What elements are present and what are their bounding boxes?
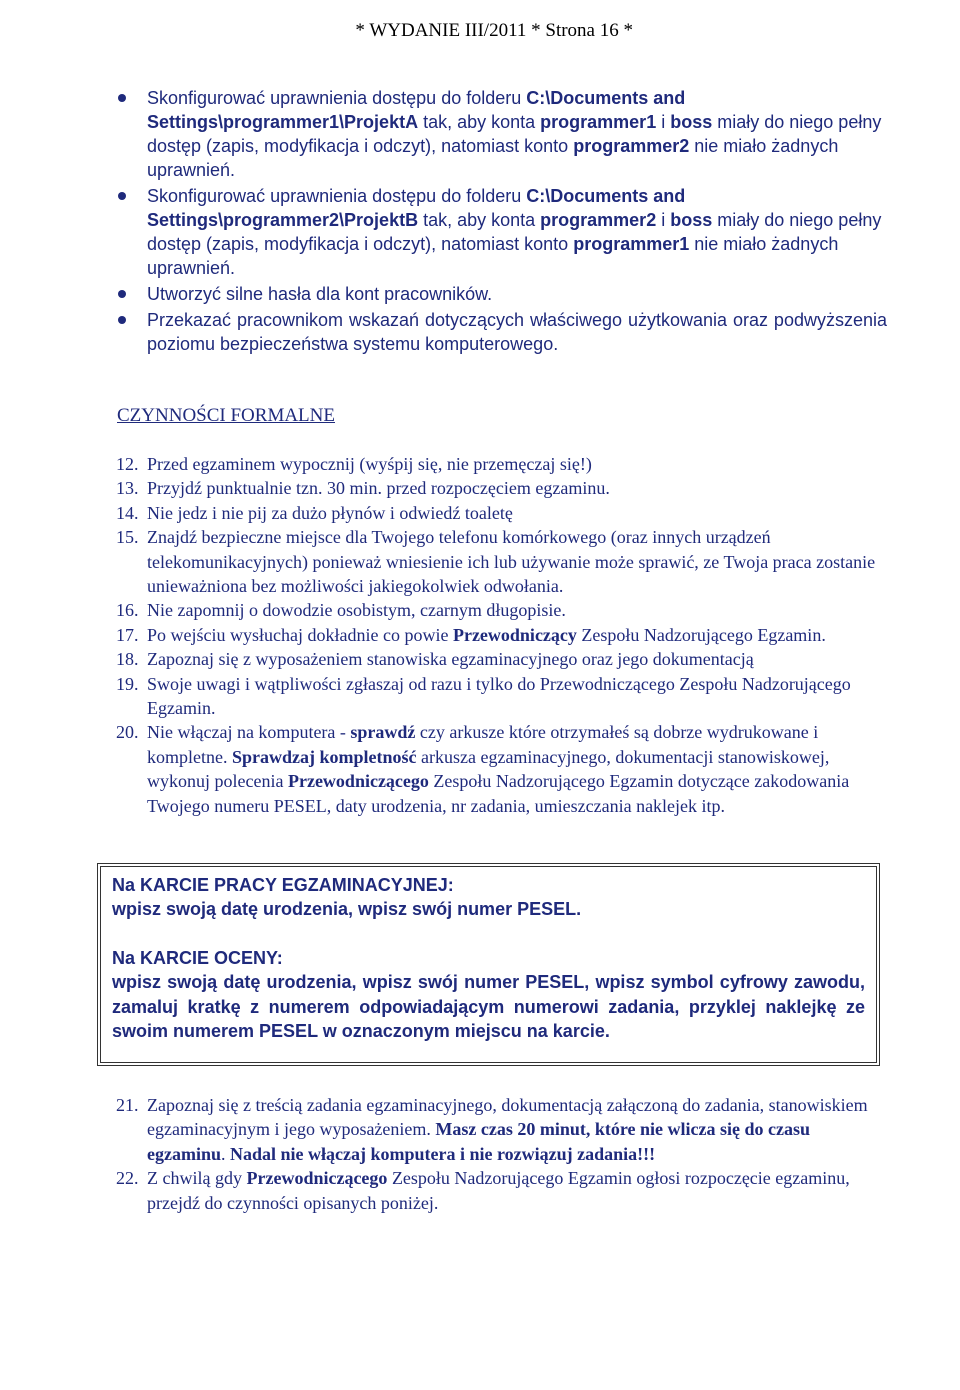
item-text: . <box>221 1143 230 1164</box>
numbered-item <box>116 525 882 598</box>
item-text: nie miało żadnych uprawnień. <box>147 234 839 278</box>
item-number: 21. <box>116 1095 139 1115</box>
item-text: i <box>656 210 671 230</box>
item-text: Nie zapomnij o dowodzie osobistym, czarnym długopisie. <box>147 600 566 621</box>
item-text: Utworzyć silne hasła dla kont pracowników. <box>147 284 493 304</box>
item-text: i <box>656 112 671 132</box>
numbered-item <box>116 720 882 818</box>
numbered-item <box>116 476 882 500</box>
item-number: 15. <box>116 527 139 548</box>
card2-text: wpisz swoją datę urodzenia, wpisz swój numer PESEL, wpisz symbol cyfrowy zawodu, zamaluj kratkę z numerem odpowiadającym numerowi zadania, przyklej naklejkę ze swoim numerem PESEL w oznaczonym miejscu na karcie. <box>112 972 865 1042</box>
formal-steps-list-continued <box>116 1093 872 1215</box>
item-text: Swoje uwagi i wątpliwości zgłaszaj od razu i tylko do Przewodniczącego Zespołu Nadzorującego Egzamin. <box>147 673 851 719</box>
item-text: Przed egzaminem wypocznij (wyśpij się, nie przemęczaj się!) <box>147 454 592 474</box>
bold-text: programmer1 <box>573 234 690 254</box>
numbered-item <box>116 623 882 647</box>
item-number: 22. <box>116 1168 139 1189</box>
item-text: miały do niego pełny dostęp (zapis, modyfikacja i odczyt), natomiast konto <box>147 210 882 254</box>
item-text: Nie włączaj na komputera - <box>147 722 351 743</box>
bold-text: C:\Documents and Settings\programmer2\ProjektB <box>147 186 686 230</box>
numbered-item <box>116 501 882 525</box>
item-text: Zespołu Nadzorującego Egzamin ogłosi rozpoczęcie egzaminu, przejdź do czynności opisanych poniżej. <box>147 1168 850 1213</box>
section-title: CZYNNOŚCI FORMALNE <box>117 405 335 426</box>
bold-text: programmer2 <box>573 136 690 156</box>
bold-text: boss <box>670 112 713 132</box>
bold-text: Nadal nie włączaj komputera i nie rozwiązuj zadania!!! <box>230 1143 656 1164</box>
bullet-item <box>147 86 887 182</box>
card2-title: Na KARCIE OCENY: <box>112 947 283 968</box>
item-number: 17. <box>116 624 139 645</box>
bold-text: sprawdź <box>350 722 416 743</box>
item-text: Po wejściu wysłuchaj dokładnie co powie <box>147 624 453 645</box>
item-text: Skonfigurować uprawnienia dostępu do folderu <box>147 88 527 108</box>
item-number: 13. <box>116 478 139 499</box>
bullet-item <box>147 282 887 306</box>
bullet-item <box>147 308 887 356</box>
card1-title: Na KARCIE PRACY EGZAMINACYJNEJ: <box>112 875 454 895</box>
bold-text: C:\Documents and Settings\programmer1\ProjektA <box>147 88 686 132</box>
card1-text: wpisz swoją datę urodzenia, wpisz swój numer PESEL. <box>112 899 582 920</box>
bold-text: programmer1 <box>540 112 657 132</box>
bold-text: Przewodniczący <box>452 624 577 645</box>
item-text: Przekazać pracownikom wskazań dotyczących właściwego użytkowania oraz podwyższenia poziomu bezpieczeństwa systemu komputerowego. <box>147 310 887 354</box>
item-number: 20. <box>116 722 139 743</box>
item-text: tak, aby konta <box>418 210 541 230</box>
numbered-item <box>116 647 882 671</box>
item-text: Zapoznaj się z wyposażeniem stanowiska egzaminacyjnego oraz jego dokumentacją <box>147 649 754 670</box>
requirements-bullet-list <box>147 86 887 356</box>
item-number: 18. <box>116 649 139 670</box>
bullet-item <box>147 184 887 280</box>
item-number: 12. <box>116 454 139 474</box>
page-header: * WYDANIE III/2011 * Strona 16 * <box>355 20 633 41</box>
numbered-item <box>116 452 882 476</box>
item-text: nie miało żadnych uprawnień. <box>147 136 839 180</box>
item-text: miały do niego pełny dostęp (zapis, modyfikacja i odczyt), natomiast konto <box>147 112 882 156</box>
numbered-item <box>116 672 882 721</box>
item-number: 14. <box>116 502 139 523</box>
item-text: Zespołu Nadzorującego Egzamin. <box>576 624 826 645</box>
numbered-item <box>116 598 882 622</box>
item-text: arkusza egzaminacyjnego, dokumentacji stanowiskowej, wykonuj polecenia <box>147 746 830 792</box>
item-text: Zespołu Nadzorującego Egzamin dotyczące zakodowania Twojego numeru PESEL, daty urodzenia, nr zadania, umieszczania naklejek itp. <box>147 771 850 816</box>
item-number: 19. <box>116 673 139 694</box>
bold-text: Przewodniczącego <box>287 771 429 792</box>
item-text: Znajdź bezpieczne miejsce dla Twojego telefonu komórkowego (oraz innych urządzeń telekomunikacyjnych) ponieważ wniesienie ich lub używanie może sprawić, ze Twoja praca zostanie unieważniona bez możliwości jakiegokolwiek odwołania. <box>147 527 876 597</box>
item-text: Przyjdź punktualnie tzn. 30 min. przed rozpoczęciem egzaminu. <box>147 478 610 499</box>
formal-steps-list <box>116 452 882 818</box>
spacer <box>112 922 865 946</box>
item-text: Nie jedz i nie pij za dużo płynów i odwiedź toaletę <box>147 502 513 523</box>
bold-text: boss <box>670 210 713 230</box>
item-number: 16. <box>116 600 139 621</box>
numbered-item <box>116 1093 872 1166</box>
item-text: Z chwilą gdy <box>147 1168 247 1189</box>
exam-card-info-box <box>97 863 880 1066</box>
item-text: Skonfigurować uprawnienia dostępu do folderu <box>147 186 527 206</box>
item-text: czy arkusze które otrzymałeś są dobrze wydrukowane i kompletne. <box>147 722 819 767</box>
bold-text: programmer2 <box>540 210 657 230</box>
bold-text: Masz czas 20 minut, które nie wlicza się do czasu egzaminu <box>147 1119 811 1164</box>
item-text: tak, aby konta <box>418 112 541 132</box>
bold-text: Sprawdzaj kompletność <box>231 746 417 767</box>
item-text: Zapoznaj się z treścią zadania egzaminacyjnego, dokumentacją załączoną do zadania, stanowiskiem egzaminacyjnym i jego wyposażeniem. <box>147 1095 868 1140</box>
bold-text: Przewodniczącego <box>246 1168 388 1189</box>
numbered-item <box>116 1166 872 1215</box>
